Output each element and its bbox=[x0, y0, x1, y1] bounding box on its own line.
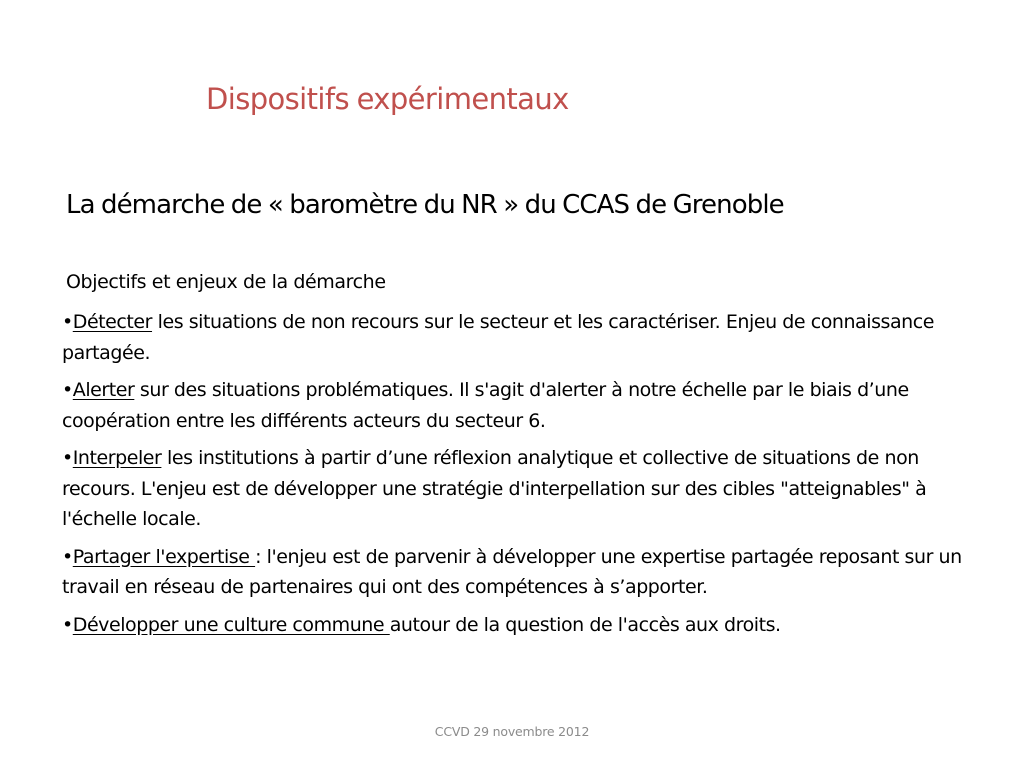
bullet-mark: • bbox=[62, 613, 73, 636]
slide-title: Dispositifs expérimentaux bbox=[206, 82, 569, 116]
slide-subtitle: La démarche de « baromètre du NR » du CCAS de Grenoble bbox=[66, 190, 784, 220]
bullet-item-interpeler bbox=[62, 443, 967, 535]
bullet-item-alerter bbox=[62, 375, 967, 436]
bullet-list bbox=[62, 307, 967, 647]
bullet-keyword: Interpeler bbox=[72, 447, 162, 469]
bullet-item-detecter bbox=[62, 307, 967, 368]
bullet-text: les situations de non recours sur le secteur et les caractériser. Enjeu de connaissance partagée. bbox=[62, 311, 934, 364]
bullet-mark: • bbox=[62, 379, 73, 401]
bullet-mark: • bbox=[62, 545, 73, 568]
bullet-text: autour de la question de l'accès aux droits. bbox=[389, 613, 781, 636]
bullet-keyword: Partager l'expertise bbox=[72, 545, 256, 568]
bullet-keyword: Alerter bbox=[72, 379, 135, 401]
bullet-text: les institutions à partir d’une réflexion analytique et collective de situations de non recours. L'enjeu est de développer une stratégie d'interpellation sur des cibles "atteignables" à l'échelle locale. bbox=[62, 447, 927, 530]
bullet-keyword: Détecter bbox=[72, 311, 153, 333]
bullet-mark: • bbox=[62, 447, 73, 469]
bullet-item-partager bbox=[62, 542, 967, 603]
bullet-mark: • bbox=[62, 311, 73, 333]
bullet-text: : l'enjeu est de parvenir à développer une expertise partagée reposant sur un travail en réseau de partenaires qui ont des compétences à s’apporter. bbox=[62, 545, 962, 598]
section-heading: Objectifs et enjeux de la démarche bbox=[66, 271, 386, 293]
slide-footer: CCVD 29 novembre 2012 bbox=[434, 724, 590, 739]
bullet-text: sur des situations problématiques. Il s'agit d'alerter à notre échelle par le biais d’une coopération entre les différents acteurs du secteur 6. bbox=[62, 379, 909, 432]
bullet-keyword: Développer une culture commune bbox=[72, 613, 390, 636]
bullet-item-developper bbox=[62, 610, 967, 641]
